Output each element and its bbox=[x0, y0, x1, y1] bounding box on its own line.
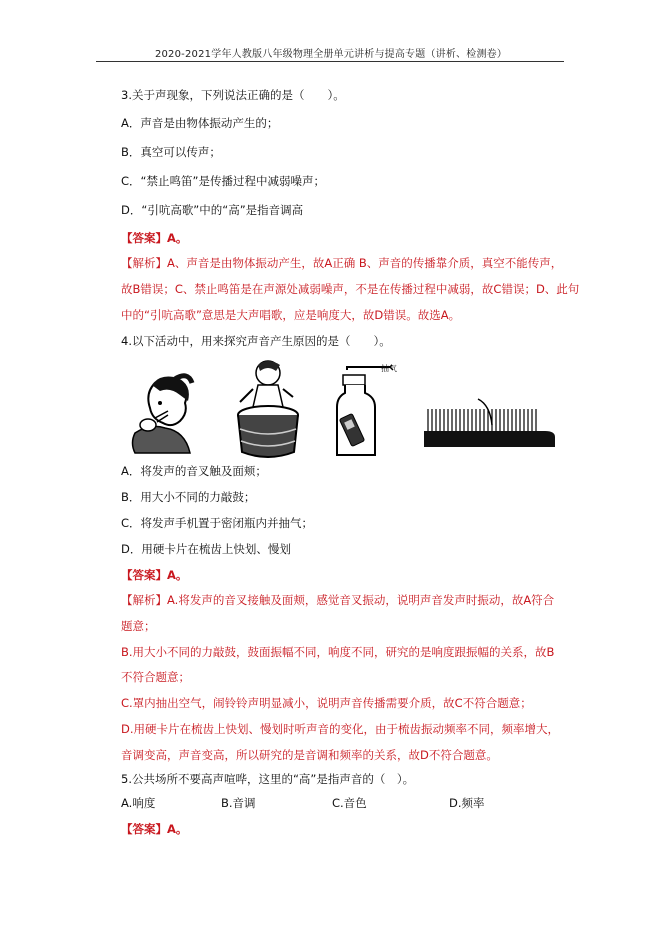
q3-option-c: C．“禁止鸣笛”是传播过程中减弱噪声； bbox=[121, 174, 325, 188]
q3-stem: 3.关于声现象，下列说法正确的是（ ）。 bbox=[121, 88, 345, 102]
q5-stem: 5.公共场所不要高声喧哗，这里的“高”是指声音的（ ）。 bbox=[121, 772, 415, 786]
q4-analysis-line: B.用大小不同的力敲鼓，鼓面振幅不同，响度不同，研究的是响度跟振幅的关系，故B bbox=[121, 645, 555, 659]
q4-option-a: A．将发声的音叉触及面颊； bbox=[121, 464, 267, 478]
q4-option-c: C．将发声手机置于密闭瓶内并抽气； bbox=[121, 516, 314, 530]
q4-figures bbox=[130, 365, 560, 460]
q4-stem: 4.以下活动中，用来探究声音产生原因的是（ ）。 bbox=[121, 334, 391, 348]
comb-card-figure bbox=[420, 395, 560, 455]
q5-option-b: B.音调 bbox=[221, 796, 256, 810]
q5-option-a: A.响度 bbox=[121, 796, 156, 810]
drum-figure bbox=[228, 357, 308, 462]
tuning-fork-face-figure bbox=[130, 373, 205, 458]
q4-option-b: B．用大小不同的力敲鼓； bbox=[121, 490, 256, 504]
q3-option-d: D．“引吭高歌”中的“高”是指音调高 bbox=[121, 203, 304, 217]
q4-answer: 【答案】A。 bbox=[121, 568, 188, 582]
q5-option-c: C.音色 bbox=[332, 796, 367, 810]
q3-analysis-line: 故B错误；C、禁止鸣笛是在声源处减弱噪声，不是在传播过程中减弱，故C错误；D、此句 bbox=[121, 282, 580, 296]
q5-option-d: D.频率 bbox=[449, 796, 485, 810]
q4-analysis-line: D.用硬卡片在梳齿上快划、慢划时听声音的变化，由于梳齿振动频率不同，频率增大， bbox=[121, 722, 560, 736]
q3-answer: 【答案】A。 bbox=[121, 231, 188, 245]
q3-analysis-line: 【解析】A、声音是由物体振动产生，故A正确 B、声音的传播靠介质，真空不能传声， bbox=[121, 256, 563, 270]
q3-analysis-line: 中的“引吭高歌”意思是大声唱歌，应是响度大，故D错误。故选A。 bbox=[121, 308, 461, 322]
q3-option-a: A．声音是由物体振动产生的； bbox=[121, 116, 279, 130]
q3-option-b: B．真空可以传声； bbox=[121, 145, 221, 159]
q4-analysis-line: C.罩内抽出空气，闹铃铃声明显减小，说明声音传播需要介质，故C不符合题意； bbox=[121, 696, 532, 710]
q4-analysis-line: 不符合题意； bbox=[121, 670, 190, 684]
q4-option-d: D．用硬卡片在梳齿上快划、慢划 bbox=[121, 542, 291, 556]
q4-analysis-line: 题意； bbox=[121, 619, 156, 633]
q4-analysis-line: 音调变高，声音变高，所以研究的是音调和频率的关系，故D不符合题意。 bbox=[121, 748, 498, 762]
page-header: 2020-2021学年人教版八年级物理全册单元讲析与提高专题（讲析、检测卷） bbox=[154, 49, 508, 60]
bottle-phone-figure bbox=[335, 365, 405, 460]
q4-analysis-line: 【解析】A.将发声的音叉接触及面颊，感觉音叉振动，说明声音发声时振动，故A符合 bbox=[121, 593, 555, 607]
header-divider bbox=[96, 61, 564, 62]
q5-answer: 【答案】A。 bbox=[121, 822, 188, 836]
pump-label: 抽气 bbox=[381, 364, 397, 373]
